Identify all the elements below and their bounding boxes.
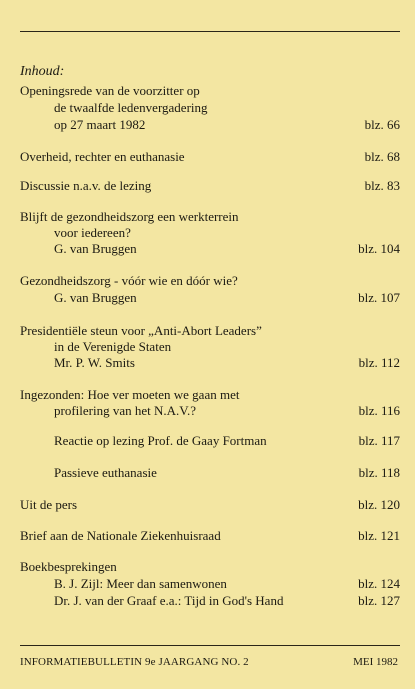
toc-entry-line: Brief aan de Nationale Ziekenhuisraad (20, 528, 221, 543)
toc-entry-line: Uit de pers (20, 497, 78, 512)
toc-page-ref: blz. 121 (358, 528, 400, 543)
toc-page-ref: blz. 127 (358, 593, 400, 608)
toc-entry-line: Mr. P. W. Smits (54, 355, 135, 370)
toc-entry-line: Reactie op lezing Prof. de Gaay Fortman (54, 433, 267, 448)
top-rule (20, 31, 400, 32)
bottom-rule (20, 645, 400, 646)
toc-entry-line: Blijft de gezondheidszorg een werkterrein (20, 209, 239, 224)
footer-publication: INFORMATIEBULLETIN 9e JAARGANG NO. 2 (20, 656, 249, 668)
toc-entry-line: Overheid, rechter en euthanasie (20, 149, 185, 164)
toc-entry-line: Presidentiële steun voor „Anti-Abort Leaders” (20, 323, 262, 338)
toc-page-ref: blz. 124 (358, 576, 400, 591)
toc-entry-line: B. J. Zijl: Meer dan samenwonen (54, 576, 227, 591)
toc-entry-line: Passieve euthanasie (54, 465, 157, 480)
toc-heading: Inhoud: (20, 64, 65, 79)
toc-entry-line: Gezondheidszorg - vóór wie en dóór wie? (20, 273, 238, 288)
toc-page-ref: blz. 120 (358, 497, 400, 512)
toc-entry-line: G. van Bruggen (54, 241, 137, 256)
toc-page-ref: blz. 118 (358, 465, 400, 480)
toc-page-ref: blz. 112 (358, 355, 400, 370)
toc-page-ref: blz. 66 (364, 117, 400, 132)
footer-date: MEI 1982 (353, 656, 398, 668)
toc-entry-line: Openingsrede van de voorzitter op (20, 83, 200, 98)
toc-entry-line: profilering van het N.A.V.? (54, 403, 197, 418)
toc-page-ref: blz. 117 (358, 433, 400, 448)
toc-page-ref: blz. 83 (364, 178, 400, 193)
toc-entry-line: voor iedereen? (54, 225, 131, 240)
toc-entry-line: Discussie n.a.v. de lezing (20, 178, 152, 193)
toc-entry-line: in de Verenigde Staten (54, 339, 172, 354)
toc-page-ref: blz. 104 (358, 241, 400, 256)
toc-page-ref: blz. 68 (364, 149, 400, 164)
toc-entry-line: G. van Bruggen (54, 290, 137, 305)
toc-page-ref: blz. 107 (358, 290, 400, 305)
toc-entry-line: Dr. J. van der Graaf e.a.: Tijd in God's Hand (54, 593, 284, 608)
toc-entry-line: Boekbesprekingen (20, 559, 117, 574)
toc-entry-line: de twaalfde ledenvergadering (54, 100, 208, 115)
toc-page-ref: blz. 116 (358, 403, 400, 418)
toc-entry-line: Ingezonden: Hoe ver moeten we gaan met (20, 387, 240, 402)
toc-entry-line: op 27 maart 1982 (54, 117, 146, 132)
